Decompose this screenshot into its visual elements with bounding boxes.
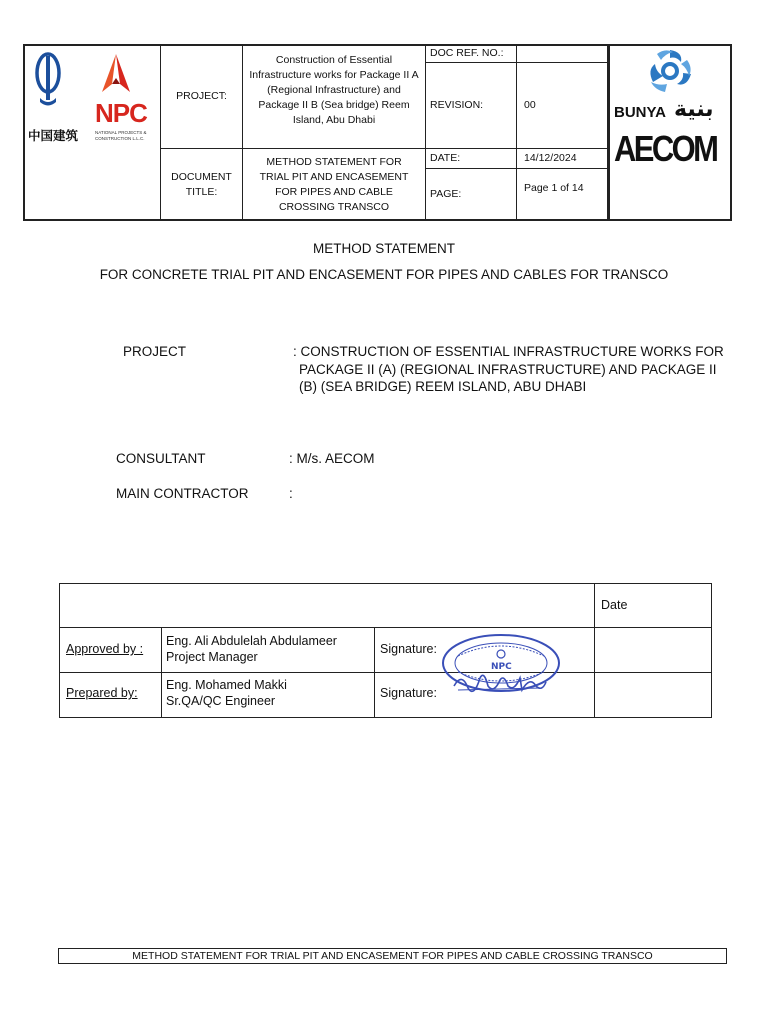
project-info-line: PACKAGE II (A) (REGIONAL INFRASTRUCTURE) AND PACKAGE II (299, 362, 717, 377)
npc-logo-subtext: NATIONAL PROJECTS & CONSTRUCTION L.L.C. (95, 130, 147, 141)
document-title-value: METHOD STATEMENT FOR TRIAL PIT AND ENCASEMENT FOR PIPES AND CABLE CROSSING TRANSCO (259, 155, 409, 213)
preparer-signature-label: Signature: (380, 686, 437, 700)
bunya-logo-mark (643, 46, 697, 96)
main-contractor-label: MAIN CONTRACTOR (116, 486, 249, 501)
approver-role: Project Manager (166, 650, 258, 664)
bunya-logo-arabic: بنية (674, 97, 714, 122)
page-footer: METHOD STATEMENT FOR TRIAL PIT AND ENCASEMENT FOR PIPES AND CABLE CROSSING TRANSCO (58, 948, 727, 964)
date-label: DATE: (430, 152, 461, 164)
document-subheading: FOR CONCRETE TRIAL PIT AND ENCASEMENT FOR PIPES AND CABLES FOR TRANSCO (99, 267, 669, 282)
page-value: Page 1 of 14 (524, 182, 584, 194)
document-title-label: DOCUMENT TITLE: (171, 170, 232, 198)
revision-label: REVISION: (430, 99, 484, 111)
npc-logo-mark (100, 52, 136, 96)
consultant-value: : M/s. AECOM (289, 451, 375, 466)
bunya-logo-text: BUNYA (614, 104, 666, 121)
project-info-line: : CONSTRUCTION OF ESSENTIAL INFRASTRUCTURE WORKS FOR (293, 344, 724, 359)
cscec-logo (28, 48, 90, 160)
handwritten-signature (450, 668, 550, 696)
date-value: 14/12/2024 (524, 152, 577, 164)
main-contractor-value: : (289, 486, 293, 501)
project-label: PROJECT: (176, 90, 227, 102)
approval-divider (60, 672, 711, 673)
project-info-label: PROJECT (123, 344, 187, 359)
project-value: Construction of Essential Infrastructure works for Package II A (Regional Infrastructure) and Package II B (Sea bridge) Reem Island, Abu Dhabi (249, 53, 419, 126)
stamp-text: NPC (491, 662, 512, 672)
doc-ref-label: DOC REF. NO.: (430, 47, 504, 59)
approval-divider (60, 627, 711, 628)
approver-signature-label: Signature: (380, 642, 437, 656)
approved-by-label: Approved by : (66, 642, 144, 656)
preparer-role: Sr.QA/QC Engineer (166, 694, 276, 708)
page-label: PAGE: (430, 188, 462, 200)
approver-name: Eng. Ali Abdulelah Abdulameer (166, 634, 337, 648)
revision-value: 00 (524, 99, 536, 111)
doc-ref-value (517, 45, 608, 62)
prepared-by-label: Prepared by: (66, 686, 138, 700)
date-column-header: Date (601, 598, 628, 612)
document-heading: METHOD STATEMENT (313, 241, 455, 256)
cscec-logo-text: 中国建筑 (28, 128, 79, 143)
project-info-line: (B) (SEA BRIDGE) REEM ISLAND, ABU DHABI (299, 379, 587, 394)
npc-logo-text: NPC (95, 98, 147, 128)
preparer-name: Eng. Mohamed Makki (166, 678, 287, 692)
consultant-label: CONSULTANT (116, 451, 206, 466)
aecom-logo: AECOM (614, 128, 717, 169)
approval-divider (594, 584, 595, 717)
